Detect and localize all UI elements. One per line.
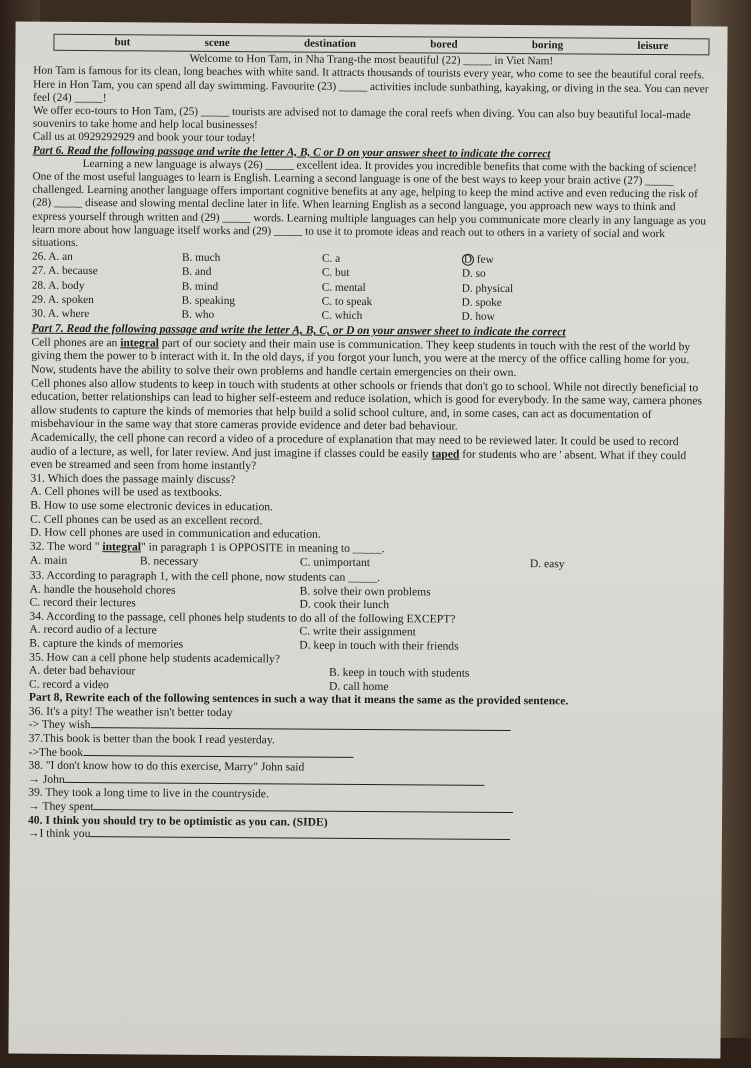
question-number: 30. — [31, 307, 46, 320]
word-box-item: but — [114, 36, 131, 49]
option-a: A. handle the household chores — [29, 582, 176, 597]
option-d: D. physical — [461, 282, 514, 295]
option-d: D. easy — [529, 557, 565, 571]
option-c: C. which — [321, 309, 363, 323]
option-a: A. deter bad behaviour — [29, 663, 136, 678]
option-d: D. keep in touch with their friends — [299, 638, 459, 653]
rewrite-question: 36. It's a pity! The weather isn't better today — [28, 704, 233, 719]
question-31-option: D. How cell phones are used in communication and education. — [30, 525, 321, 541]
answer-blank[interactable] — [65, 773, 485, 786]
question-number: 27. — [31, 265, 47, 278]
rewrite-question: 40. I think you should try to be optimistic as you can. (SIDE) — [27, 813, 328, 829]
option-c: C. mental — [321, 281, 366, 294]
answer-blank[interactable] — [90, 719, 510, 732]
underlined-word: taped — [431, 447, 460, 461]
word-box-item: boring — [531, 39, 564, 52]
passage1-paragraph: Call us at 0929292929 and book your tour today! — [32, 131, 256, 145]
option-c: C. but — [321, 267, 350, 280]
option-a: A. main — [29, 553, 68, 568]
word-box-item: destination — [304, 37, 357, 50]
word-box-item: scene — [204, 36, 230, 50]
option-b: B. solve their own problems — [299, 584, 431, 598]
option-b: B. who — [181, 308, 215, 321]
question-33: 33. According to paragraph 1, with the cell phone, now students can _____. — [29, 568, 381, 585]
rewrite-question: 38. "I don't know how to do this exercise, Marry" John said — [28, 758, 305, 774]
question-34: 34. According to the passage, cell phones help students to do all of the following EXCEPT? — [29, 609, 456, 626]
underlined-word: integral — [120, 336, 159, 350]
option-b: B. keep in touch with students — [329, 665, 470, 680]
option-b: B. and — [181, 266, 212, 279]
part7-heading: Part 7. Read the following passage and write the letter A, B, C, or D on your answer sheet to indicate the correct — [31, 321, 566, 339]
option-b: B. speaking — [181, 294, 236, 307]
question-32: 32. The word " integral" in paragraph 1 is OPPOSITE in meaning to _____. — [29, 539, 385, 555]
rewrite-answer-line[interactable]: → John — [28, 772, 704, 790]
underlined-word: integral — [102, 539, 142, 554]
option-c: C. record their lectures — [29, 595, 136, 610]
question-number: 28. — [31, 279, 46, 292]
option-c: C. to speak — [321, 295, 373, 308]
part7-section — [28, 322, 708, 845]
word-box-item: leisure — [637, 39, 669, 53]
passage1-paragraph: Here in Hon Tam, you can spend all day swimming. Favourite (23) _____ activities include sunbathing, kayaking, or diving in the sea. You can never feel (24) _____! — [33, 78, 709, 104]
option-c: C. record a video — [28, 677, 109, 691]
question-31-option: B. How to use some electronic devices in education. — [30, 498, 274, 514]
option-d: D. spoke — [461, 296, 502, 309]
option-a: A. spoken — [47, 293, 94, 306]
option-a: A. because — [48, 265, 98, 278]
question-34-options — [29, 623, 705, 655]
passage1-title: Welcome to Hon Tam, in Nha Trang-the most beautiful (22) _____ in Viet Nam! — [189, 52, 554, 68]
option-b: B. necessary — [139, 554, 199, 569]
rewrite-answer-line[interactable]: →I think you — [28, 827, 704, 845]
part7-paragraph: Cell phones are an integral part of our society and their main use is communication. They keep students in touch with the rest of the world by giving them the power to b interact with it. In the old days, if you forgot your lunch, you were at the mercy of the office calling home for you. Now, students have the ability to solve their own problems and handle certain emergencies on their own. — [31, 335, 691, 380]
passage1-paragraph: Hon Tam is famous for its clean, long beaches with white sand. It attracts thousands of tourists every year, who come to see the beautiful coral reefs. — [33, 65, 705, 82]
question-number: 26. — [31, 250, 47, 263]
question-number: 29. — [31, 293, 46, 306]
circled-answer-mark: D — [463, 253, 473, 266]
rewrite-question: 37.This book is better than the book I read yesterday. — [28, 731, 275, 747]
answer-blank[interactable] — [94, 800, 514, 813]
option-d: D. how — [461, 310, 495, 323]
part6-passage: Learning a new language is always (26) _____ excellent idea. It provides you incredible benefits that come with the backing of science! One of the most useful languages to learn is English. Learning a second language is one of the best ways to keep your brain active (27) _____ challenged. Learning another language offers important cognitive benefits at any age, helping to keep the mind active and even reducing the risk of (28) _____ disease and slowing mental decline later in life. When learning English as a second language, you approach new ways to think and express yourself through written and (29) _____ words. Learning multiple languages can help you communicate more clearly in any language as you learn more about how language itself works and (29) _____ to use it to promote ideas and reach out to others in a variety of social and work situations. — [32, 157, 707, 250]
rewrite-question: 39. They took a long time to live in the countryside. — [28, 786, 269, 801]
option-a: A. where — [47, 307, 90, 321]
option-a: A. record audio of a lecture — [29, 622, 157, 637]
question-31-option: C. Cell phones can be used as an excellent record. — [30, 512, 263, 527]
option-d: few — [473, 253, 494, 267]
option-c: C. write their assignment — [299, 624, 416, 639]
word-box-item: bored — [430, 38, 458, 51]
answer-blank[interactable] — [90, 827, 510, 840]
rewrite-answer-line[interactable]: ->The book — [28, 745, 704, 763]
option-a: A. body — [48, 279, 85, 292]
option-d: D. call home — [328, 679, 389, 693]
rewrite-answer-line[interactable]: → They spent — [28, 800, 704, 818]
question-35: 35. How can a cell phone help students academically? — [29, 650, 281, 665]
part8-heading: Part 8, Rewrite each of the following sentences in such a way that it means the same as the provided sentence. — [28, 690, 569, 708]
option-a: A. an — [48, 251, 73, 264]
part7-paragraph: Academically, the cell phone can record a video of a procedure of explanation that may need to be reviewed later. It could be used to record audio of a lecture, as well, for later review. And just imagine if classes could be easily taped for students who are ' absent. What if they could even be streamed and seen from home instantly? — [30, 430, 687, 473]
question-33-options — [30, 582, 706, 614]
option-b: B. capture the kinds of memories — [29, 636, 184, 651]
option-c: C. a — [321, 252, 341, 266]
part6-heading: Part 6. Read the following passage and write the letter A, B, C or D on your answer sheet to indicate the correct — [32, 144, 551, 160]
question-31-option: A. Cell phones will be used as textbooks. — [30, 485, 222, 500]
option-d: D. cook their lunch — [299, 597, 390, 612]
part7-paragraph: Cell phones also allow students to keep in touch with students at other schools or friends that don't go to school. While not directly beneficial to education, better relationships can lead to higher self-esteem and reduce isolation, which is good for everybody. In the same way, camera phones allow students to capture the kinds of memories that help build a solid school culture, and, in some cases, can act as documentation of misbehaviour in the same way that store cameras provide evidence and deter bad behaviour. — [30, 376, 703, 434]
worksheet-page — [8, 22, 727, 1059]
passage1-paragraph: We offer eco-tours to Hon Tam, (25) _____ tourists are advised not to damage the coral reefs when diving. You can also buy beautiful local-made souvenirs to take home and help local businesses! — [32, 104, 691, 132]
option-b: B. mind — [181, 280, 219, 293]
option-b: B. much — [181, 251, 221, 265]
part6-options — [32, 251, 708, 326]
question-31: 31. Which does the passage mainly discuss? — [30, 471, 236, 486]
rewrite-answer-line[interactable]: -> They wish — [29, 718, 705, 736]
option-d: D. so — [461, 268, 486, 281]
answer-blank[interactable] — [83, 746, 353, 758]
option-c: C. unimportant — [299, 555, 371, 570]
